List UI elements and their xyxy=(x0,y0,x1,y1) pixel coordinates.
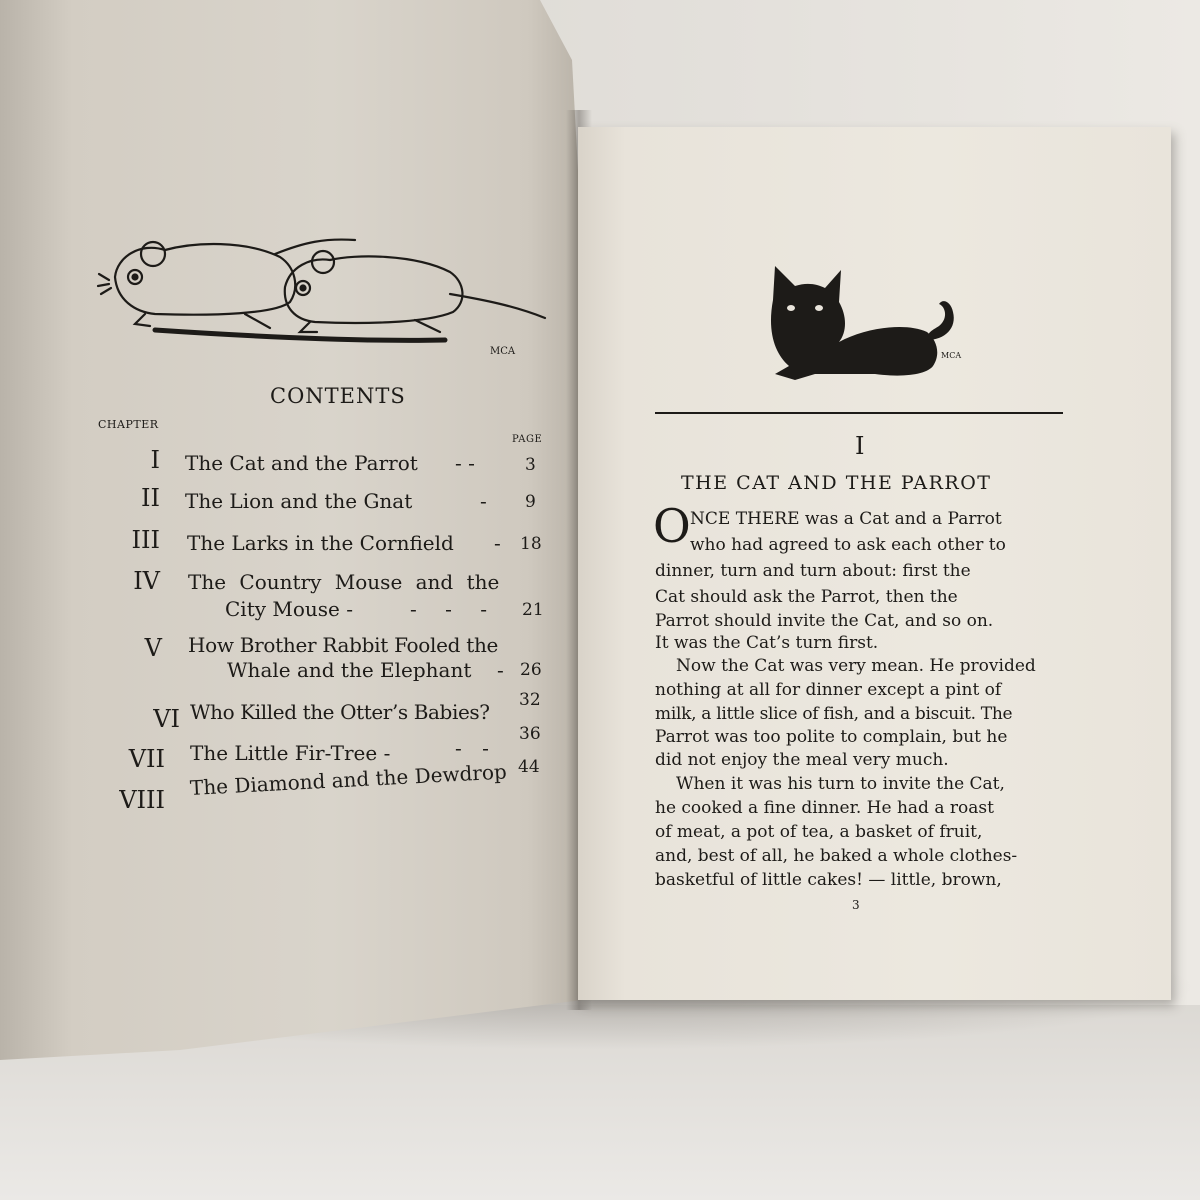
toc-page: 32 xyxy=(519,690,541,710)
toc-leader: - - xyxy=(455,451,475,475)
page-number: 3 xyxy=(852,898,860,912)
toc-number: III xyxy=(131,526,160,554)
svg-text:MCA: MCA xyxy=(941,351,962,360)
body-line: did not enjoy the meal very much. xyxy=(655,750,949,770)
toc-title: Who Killed the Otter’s Babies? xyxy=(190,700,490,724)
toc-leader: - xyxy=(480,489,487,513)
body-line: milk, a little slice of fish, and a biscuit. The xyxy=(655,704,1013,724)
toc-leader: - xyxy=(494,531,501,555)
toc-leader: - - xyxy=(455,736,489,760)
toc-number: I xyxy=(150,446,160,474)
toc-title-continued: City Mouse - xyxy=(225,597,354,621)
chapter-rule xyxy=(655,412,1063,414)
body-line: Now the Cat was very mean. He provided xyxy=(676,656,1036,676)
body-line: basketful of little cakes! — little, brown, xyxy=(655,870,1002,890)
chapter-number: I xyxy=(855,432,865,460)
chapter-title: THE CAT AND THE PARROT xyxy=(681,472,992,494)
cat-illustration xyxy=(755,262,970,392)
body-line: Cat should ask the Parrot, then the xyxy=(655,587,958,607)
body-line: dinner, turn and turn about: first the xyxy=(655,561,971,581)
toc-number: II xyxy=(141,484,160,512)
toc-page: 3 xyxy=(525,455,536,475)
body-line: Parrot was too polite to complain, but he xyxy=(655,727,1008,747)
toc-leader: - - - xyxy=(410,597,487,621)
toc-page: 9 xyxy=(525,492,536,512)
body-line: When it was his turn to invite the Cat, xyxy=(676,774,1005,794)
toc-page: 26 xyxy=(520,660,542,680)
toc-number: VIII xyxy=(119,786,165,814)
toc-page: 18 xyxy=(520,534,542,554)
toc-title: The Cat and the Parrot xyxy=(185,451,418,475)
toc-title: The Larks in the Cornfield xyxy=(187,531,454,555)
body-line: he cooked a fine dinner. He had a roast xyxy=(655,798,994,818)
page-column-label: PAGE xyxy=(512,434,543,445)
toc-page: 21 xyxy=(522,600,544,620)
body-line: nothing at all for dinner except a pint of xyxy=(655,680,1002,700)
toc-number: VI xyxy=(153,705,180,733)
toc-title: The Lion and the Gnat xyxy=(185,489,413,513)
toc-title-continued: Whale and the Elephant xyxy=(227,658,472,682)
toc-number: IV xyxy=(133,567,160,595)
chapter-column-label: CHAPTER xyxy=(98,418,159,431)
toc-leader: - xyxy=(497,658,504,682)
contents-title: CONTENTS xyxy=(270,384,406,408)
toc-title: The Little Fir-Tree - xyxy=(190,741,391,765)
toc-title: The Country Mouse and the xyxy=(188,570,500,594)
body-line: who had agreed to ask each other to xyxy=(690,535,1006,555)
body-line: of meat, a pot of tea, a basket of fruit, xyxy=(655,822,983,842)
toc-title: How Brother Rabbit Fooled the xyxy=(188,633,499,657)
body-first-line: NCE THERE was a Cat and a Parrot xyxy=(690,509,1002,529)
mice-illustration xyxy=(95,232,550,362)
toc-page: 44 xyxy=(518,757,540,777)
toc-number: VII xyxy=(128,745,165,773)
toc-page: 36 xyxy=(519,724,541,744)
svg-text:MCA: MCA xyxy=(490,346,516,357)
body-line: It was the Cat’s turn first. xyxy=(655,633,879,653)
body-line: Parrot should invite the Cat, and so on. xyxy=(655,611,994,631)
drop-cap: O xyxy=(653,499,691,553)
toc-title: The Diamond and the Dewdrop xyxy=(189,759,508,800)
body-line: and, best of all, he baked a whole clothes- xyxy=(655,846,1018,866)
toc-number: V xyxy=(144,634,162,662)
